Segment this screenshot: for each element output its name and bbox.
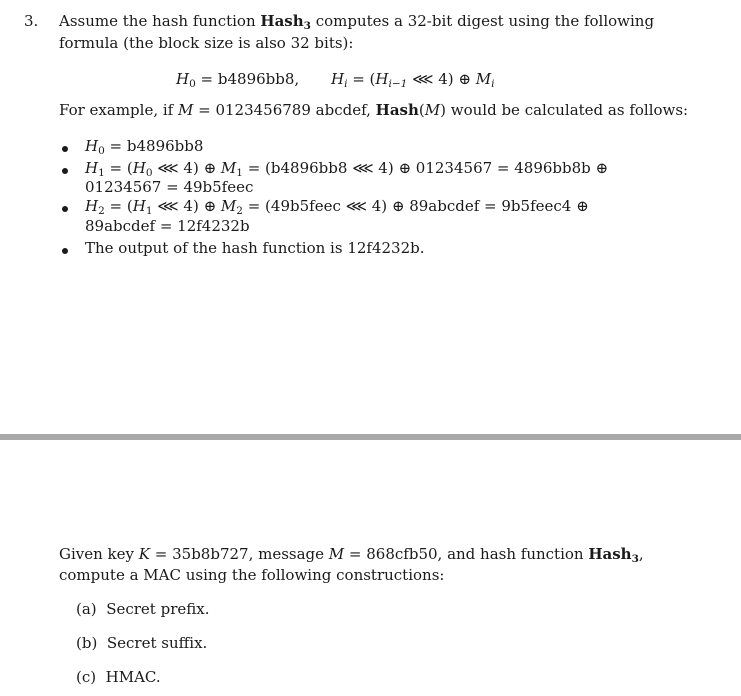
page-divider: [0, 434, 741, 440]
example-text-a: For example, if: [59, 101, 178, 119]
bullet-dot: [62, 248, 68, 254]
bullet-dot: [62, 146, 68, 152]
task-hash-name: Hash: [588, 545, 632, 563]
bullet-output: The output of the hash function is 12f4232b.: [85, 239, 425, 257]
task-line-1: [59, 545, 644, 563]
b2-var3: M: [220, 159, 237, 177]
b3-var2: H: [132, 197, 146, 215]
b3-t2: ⋘ 4) ⊕: [152, 197, 221, 215]
example-text-d: ) would be calculated as follows:: [440, 101, 689, 119]
task-text-c: = 868cfb50, and hash function: [344, 545, 589, 563]
task-m-var: M: [328, 545, 345, 563]
item-label: (b): [76, 634, 98, 652]
example-line: [59, 101, 688, 119]
b2-sub3: 1: [236, 167, 243, 179]
h0-sub: 0: [189, 78, 196, 90]
item-text: Secret suffix.: [106, 634, 208, 652]
list-item-b: [76, 634, 207, 652]
list-item-c: [76, 668, 161, 686]
b3-t1: = (: [104, 197, 133, 215]
example-text-c: (: [418, 101, 425, 119]
bullet-h1-continuation: 01234567 = 49b5feec: [85, 178, 254, 196]
him1-var: H: [375, 70, 389, 88]
bullet-h1: [85, 159, 608, 177]
intro-text-a: Assume the hash function: [59, 12, 261, 30]
problem-number: 3.: [24, 12, 39, 30]
item-text: HMAC.: [105, 668, 161, 686]
b3-sub3: 2: [236, 205, 243, 217]
bullet-dot: [62, 168, 68, 174]
list-item-a: [76, 600, 209, 618]
hi-rot: ⋘ 4) ⊕: [407, 70, 476, 88]
mi-var: M: [475, 70, 492, 88]
b1-var: H: [85, 137, 99, 155]
task-line-2: compute a MAC using the following constructions:: [59, 566, 445, 584]
hash-subscript: 3: [303, 20, 311, 32]
mi-sub: i: [491, 78, 495, 90]
b2-sub: 1: [98, 167, 105, 179]
hi-sub: i: [344, 78, 348, 90]
bullet-h2-continuation: 89abcdef = 12f4232b: [85, 217, 250, 235]
task-text-d: ,: [638, 545, 644, 563]
b2-var2: H: [132, 159, 146, 177]
example-text-b: = 0123456789 abcdef,: [193, 101, 376, 119]
h0-var: H: [176, 70, 190, 88]
hi-mid: = (: [347, 70, 376, 88]
example-hash: Hash: [375, 101, 419, 119]
task-text-b: = 35b8b727, message: [150, 545, 329, 563]
b3-var3: M: [220, 197, 237, 215]
b2-sub2: 0: [145, 167, 153, 179]
b2-t3: = (b4896bb8 ⋘ 4) ⊕ 01234567 = 4896bb8b ⊕: [242, 159, 609, 177]
b3-t3: = (49b5feec ⋘ 4) ⊕ 89abcdef = 9b5feec4 ⊕: [242, 197, 589, 215]
example-m: M: [178, 101, 194, 119]
b1-sub: 0: [98, 145, 105, 157]
b3-sub2: 1: [145, 205, 153, 217]
b3-sub: 2: [98, 205, 105, 217]
b2-var: H: [85, 159, 99, 177]
formula-hi: [331, 70, 494, 88]
example-m2: M: [424, 101, 441, 119]
b2-t2: ⋘ 4) ⊕: [152, 159, 221, 177]
task-text-a: Given key: [59, 545, 139, 563]
intro-text-b: computes a 32-bit digest using the following: [310, 12, 655, 30]
hi-var: H: [331, 70, 345, 88]
task-hash-sub: 3: [631, 553, 639, 565]
intro-line-2: formula (the block size is also 32 bits):: [59, 34, 354, 52]
hash-name: Hash: [260, 12, 304, 30]
item-label: (a): [76, 600, 97, 618]
task-k-var: K: [138, 545, 150, 563]
b3-var: H: [85, 197, 99, 215]
bullet-dot: [62, 206, 68, 212]
h0-rhs: = b4896bb8,: [195, 70, 300, 88]
him1-sub: i−1: [388, 78, 408, 90]
item-label: (c): [76, 668, 97, 686]
formula-h0: [176, 70, 299, 88]
b1-text: = b4896bb8: [104, 137, 204, 155]
bullet-h2: [85, 197, 589, 215]
intro-line-1: [59, 12, 654, 30]
bullet-h0: [85, 137, 203, 155]
item-text: Secret prefix.: [106, 600, 210, 618]
b2-t1: = (: [104, 159, 133, 177]
